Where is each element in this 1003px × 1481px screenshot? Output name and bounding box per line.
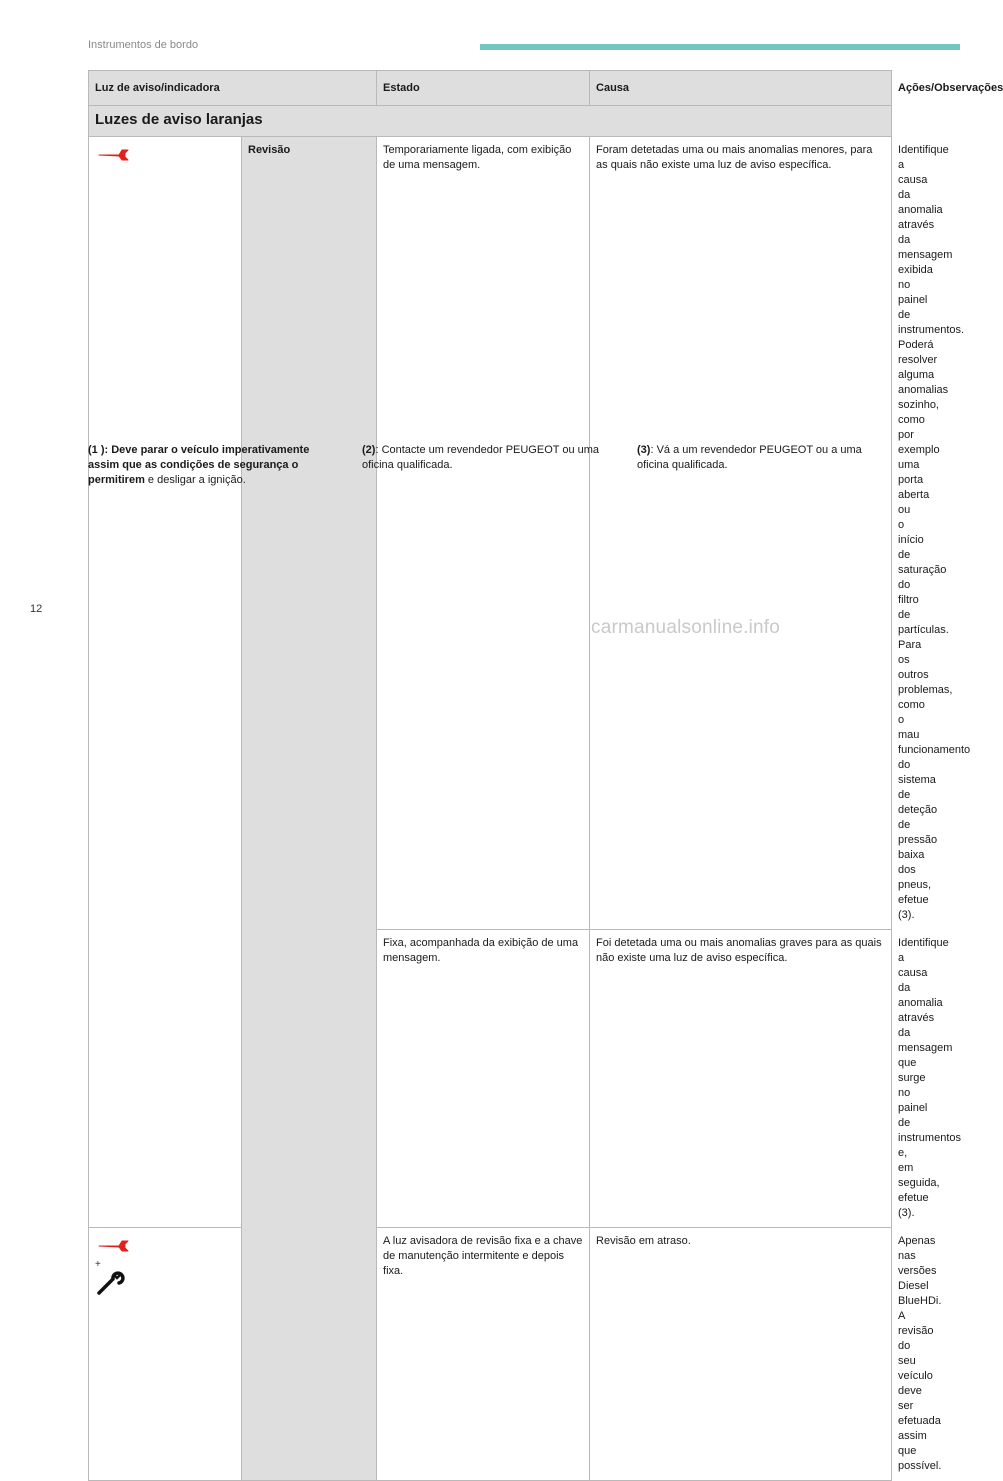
state-cell: A luz avisadora de revisão fixa e a chave de manutenção intermitente e depois fixa. xyxy=(377,1228,590,1481)
state-cell: Temporariamente ligada, com exibição de uma mensagem. xyxy=(377,137,590,930)
header-accent-bar xyxy=(480,44,960,50)
page-number: 12 xyxy=(30,603,43,615)
table-row: + A luz avisadora de revisão fixa e a chave de manutenção intermitente e depois fixa. Revisão em atraso. Apenas nas versões Diesel BlueHDi. A revisão do seu veículo deve ser efetuada assim que possível. xyxy=(89,1228,892,1481)
footnote-3-ref: (3) xyxy=(637,444,651,456)
revisao-label: Revisão xyxy=(242,137,377,1481)
footnote-2-text: : Contacte um revendedor PEUGEOT ou uma oficina qualificada. xyxy=(362,444,600,471)
column-header-state: Estado xyxy=(377,71,590,106)
page-header-title: Instrumentos de bordo xyxy=(88,39,199,51)
footnote-2-ref: (2) xyxy=(362,444,376,456)
icon-cell xyxy=(89,1228,242,1481)
state-cell: Fixa, acompanhada da exibição de uma mensagem. xyxy=(377,930,590,1228)
footnote-1-ref: (1 ): xyxy=(88,444,109,456)
footnote-1-bold: Deve parar o veículo imperativamente assim que as condições de segurança o permitirem xyxy=(88,444,310,486)
watermark: carmanualsonline.info xyxy=(591,617,781,638)
spanner-icon xyxy=(95,1271,125,1302)
footnote-1-rest: e desligar a ignição. xyxy=(144,474,246,486)
column-header-cause: Causa xyxy=(590,71,892,106)
cause-cell: Revisão em atraso. xyxy=(590,1228,892,1481)
table-row: Fixa, acompanhada da exibição de uma mensagem. Foi detetada uma ou mais anomalias graves para as quais não existe uma luz de aviso específica. Identifique a causa da anomalia através da mensagem que surge no painel de instrumentos e, em seguida, efetue (3). xyxy=(89,930,892,1228)
wrench-icon xyxy=(95,1234,131,1259)
column-header-light: Luz de aviso/indicadora xyxy=(89,71,377,106)
footnote-3-text: : Vá a um revendedor PEUGEOT ou a uma oficina qualificada. xyxy=(637,444,862,471)
warning-lights-table xyxy=(88,70,1003,1481)
section-title: Luzes de aviso laranjas xyxy=(89,106,892,137)
cause-cell: Foi detetada uma ou mais anomalias graves para as quais não existe uma luz de aviso específica. xyxy=(590,930,892,1228)
footnote-1 xyxy=(88,443,338,488)
table-row: Revisão Temporariamente ligada, com exibição de uma mensagem. Foram detetadas uma ou mais anomalias menores, para as quais não existe uma luz de aviso específica. Identifique a causa da anomalia através da mensagem exibida no painel de instrumentos. Poderá resolver alguma anomalias sozinho, como por exemplo uma porta aberta ou o início de saturação do filtro de partículas. Para os outros problemas, como o mau funcionamento do sistema de deteção de pressão baixa dos pneus, efetue (3). xyxy=(89,137,892,930)
footnote-2 xyxy=(362,443,602,473)
cause-cell: Foram detetadas uma ou mais anomalias menores, para as quais não existe uma luz de aviso específica. xyxy=(590,137,892,930)
table-header-row: Luz de aviso/indicadora Estado Causa Ações/Observações xyxy=(89,71,892,106)
plus-sign: + xyxy=(95,1259,101,1270)
footnote-3 xyxy=(637,443,891,473)
icon-cell xyxy=(89,137,242,1228)
section-row xyxy=(89,106,892,137)
wrench-icon xyxy=(95,143,131,168)
